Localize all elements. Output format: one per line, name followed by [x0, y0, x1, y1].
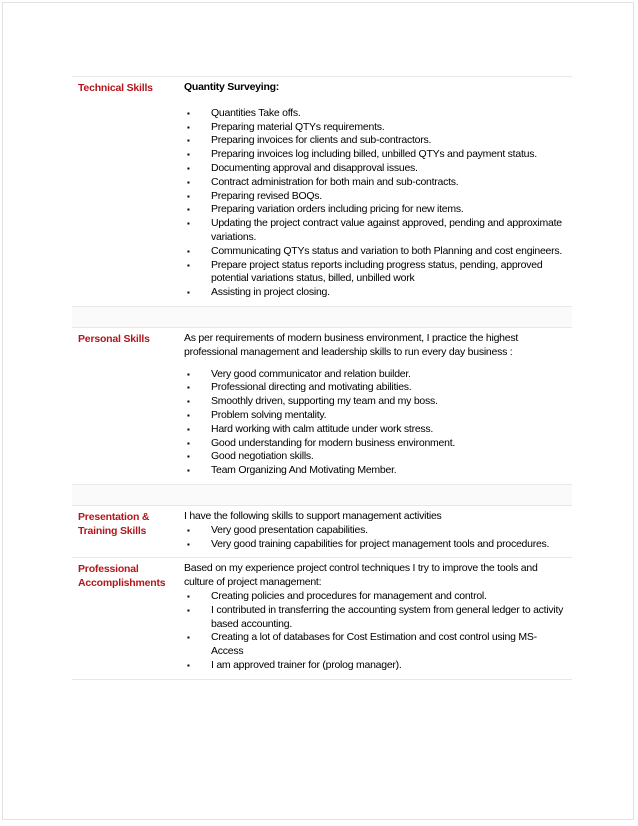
list-item	[184, 245, 568, 259]
professional-accomplishments-content	[180, 558, 572, 678]
quantity-surveying-heading: Quantity Surveying:	[184, 81, 280, 93]
list-item-text: Problem solving mentality.	[211, 408, 327, 421]
bullet-icon: ▪	[187, 108, 190, 118]
personal-skills-list	[184, 368, 568, 478]
list-item	[184, 604, 568, 632]
list-item	[184, 217, 568, 245]
bullet-icon: ▪	[187, 177, 190, 187]
technical-skills-label: Technical Skills	[78, 82, 153, 94]
bullet-icon: ▪	[187, 163, 190, 173]
bullet-icon: ▪	[187, 466, 190, 476]
list-item-text: Creating policies and procedures for management and control.	[211, 589, 487, 602]
list-item-text: Professional directing and motivating abilities.	[211, 381, 412, 394]
bullet-icon: ▪	[187, 605, 190, 615]
list-item	[184, 395, 568, 409]
list-item	[184, 134, 568, 148]
list-item-text: Very good training capabilities for project management tools and procedures.	[211, 537, 550, 550]
list-item	[184, 203, 568, 217]
spacer-row	[72, 484, 572, 505]
bullet-icon: ▪	[187, 260, 190, 270]
document-page	[2, 2, 634, 820]
list-item-text: Good understanding for modern business environment.	[211, 436, 456, 449]
spacer-row	[72, 306, 572, 327]
list-item	[184, 107, 568, 121]
list-item-text: Creating a lot of databases for Cost Estimation and cost control using MS-Access	[211, 631, 537, 658]
presentation-skills-content	[180, 506, 572, 557]
bullet-icon: ▪	[187, 397, 190, 407]
list-item	[184, 176, 568, 190]
list-item-text: Documenting approval and disapproval issues.	[211, 161, 418, 174]
list-item	[184, 162, 568, 176]
professional-accomplishments-list	[184, 590, 568, 673]
list-item	[184, 590, 568, 604]
bullet-icon: ▪	[187, 525, 190, 535]
bullet-icon: ▪	[187, 452, 190, 462]
list-item	[184, 148, 568, 162]
list-item	[184, 381, 568, 395]
list-item-text: Contract administration for both main and sub-contracts.	[211, 175, 459, 188]
bullet-icon: ▪	[187, 288, 190, 298]
bullet-icon: ▪	[187, 219, 190, 229]
bullet-icon: ▪	[187, 410, 190, 420]
list-item	[184, 368, 568, 382]
bullet-icon: ▪	[187, 136, 190, 146]
bullet-icon: ▪	[187, 438, 190, 448]
bullet-icon: ▪	[187, 539, 190, 549]
list-item-text: Preparing material QTYs requirements.	[211, 120, 385, 133]
table-bottom-border	[72, 679, 572, 681]
professional-accomplishments-intro: Based on my experience project control techniques I try to improve the tools and culture of project management:	[184, 562, 538, 589]
list-item	[184, 631, 568, 659]
list-item-text: I contributed in transferring the accounting system from general ledger to activity based accounting.	[211, 603, 564, 630]
technical-skills-row	[72, 76, 572, 306]
list-item	[184, 259, 568, 287]
list-item-text: Very good presentation capabilities.	[211, 523, 368, 536]
list-item-text: Smoothly driven, supporting my team and my boss.	[211, 395, 438, 408]
bullet-icon: ▪	[187, 383, 190, 393]
list-item	[184, 121, 568, 135]
list-item-text: Hard working with calm attitude under work stress.	[211, 422, 434, 435]
list-item-text: Team Organizing And Motivating Member.	[211, 464, 397, 477]
list-item-text: Quantities Take offs.	[211, 106, 301, 119]
list-item-text: Preparing revised BOQs.	[211, 189, 322, 202]
list-item	[184, 190, 568, 204]
list-item	[184, 423, 568, 437]
list-item-text: Preparing invoices log including billed, unbilled QTYs and payment status.	[211, 148, 537, 161]
presentation-skills-row	[72, 505, 572, 557]
list-item	[184, 409, 568, 423]
list-item-text: Assisting in project closing.	[211, 286, 330, 299]
personal-skills-label: Personal Skills	[78, 332, 150, 345]
list-item	[184, 450, 568, 464]
technical-skills-content	[180, 77, 572, 306]
bullet-icon: ▪	[187, 191, 190, 201]
list-item	[184, 286, 568, 300]
bullet-icon: ▪	[187, 633, 190, 643]
list-item	[184, 524, 568, 538]
bullet-icon: ▪	[187, 424, 190, 434]
list-item-text: Communicating QTYs status and variation to both Planning and cost engineers.	[211, 244, 563, 257]
list-item-text: Updating the project contract value against approved, pending and approximate variations.	[211, 217, 562, 243]
presentation-skills-label: Presentation & Training Skills	[78, 510, 150, 537]
bullet-icon: ▪	[187, 122, 190, 132]
list-item	[184, 437, 568, 451]
list-item-text: Good negotiation skills.	[211, 450, 314, 463]
personal-skills-row	[72, 327, 572, 484]
presentation-skills-intro: I have the following skills to support management activities	[184, 509, 442, 522]
list-item-text: I am approved trainer for (prolog manager).	[211, 658, 402, 671]
list-item	[184, 464, 568, 478]
professional-accomplishments-row	[72, 557, 572, 678]
personal-skills-intro: As per requirements of modern business environment, I practice the highest professional management and leadership skills to run every day business :	[184, 331, 519, 358]
technical-skills-list	[184, 107, 568, 300]
bullet-icon: ▪	[187, 205, 190, 215]
professional-accomplishments-label: Professional Accomplishments	[78, 563, 166, 590]
list-item-text: Prepare project status reports including progress status, pending, approved potential variations status, billed, unbilled work	[211, 258, 543, 285]
skills-table	[72, 76, 572, 681]
bullet-icon: ▪	[187, 246, 190, 256]
personal-skills-content	[180, 328, 572, 484]
bullet-icon: ▪	[187, 660, 190, 670]
bullet-icon: ▪	[187, 591, 190, 601]
list-item	[184, 659, 568, 673]
bullet-icon: ▪	[187, 150, 190, 160]
list-item-text: Very good communicator and relation builder.	[211, 367, 411, 380]
list-item-text: Preparing invoices for clients and sub-contractors.	[211, 134, 432, 147]
list-item	[184, 538, 568, 552]
list-item-text: Preparing variation orders including pricing for new items.	[211, 203, 464, 216]
bullet-icon: ▪	[187, 369, 190, 379]
presentation-skills-list	[184, 524, 568, 552]
